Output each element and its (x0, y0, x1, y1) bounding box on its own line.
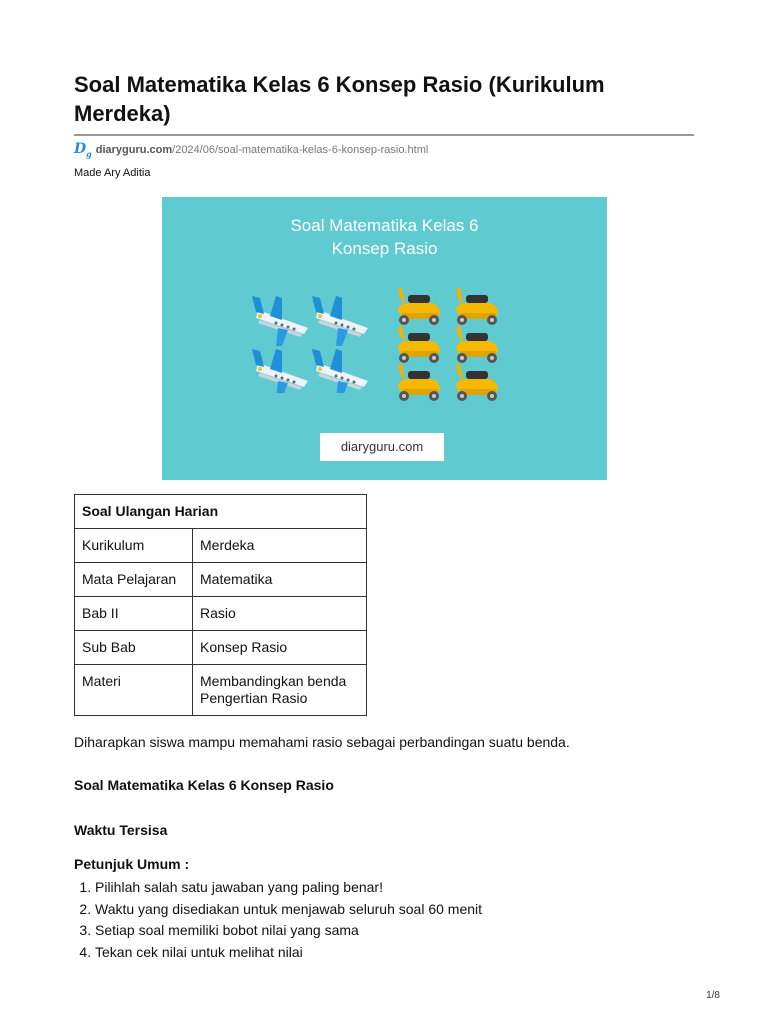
featured-image (162, 197, 607, 480)
table-header-row (75, 495, 367, 529)
scooter-icon (398, 287, 440, 325)
list-item: 3. Setiap soal memiliki bobot nilai yang sama (95, 920, 482, 942)
table-cell-line: Membandingkan benda (200, 673, 347, 689)
table-cell-label: Sub Bab (75, 631, 193, 665)
table-row (75, 665, 367, 716)
scooter-icon (398, 325, 440, 363)
banner-badge: diaryguru.com (320, 433, 444, 461)
table-cell-line: Pengertian Rasio (200, 690, 308, 706)
section-title: Soal Matematika Kelas 6 Konsep Rasio (74, 777, 334, 793)
source-url[interactable] (74, 141, 428, 159)
timer-label: Waktu Tersisa (74, 822, 168, 838)
scooter-icon (456, 363, 498, 401)
page-number: 1/8 (706, 990, 720, 1001)
diaryguru-logo-icon: $D_g$ (74, 141, 92, 159)
scooter-icon (456, 287, 498, 325)
scooter-icon (398, 363, 440, 401)
banner-title-line2: Konsep Rasio (331, 239, 438, 258)
info-table (74, 494, 367, 716)
list-item: 2. Waktu yang disediakan untuk menjawab seluruh soal 60 menit (95, 899, 482, 921)
source-domain[interactable]: diaryguru.com (95, 143, 173, 156)
table-row (75, 563, 367, 597)
list-item: 4. Tekan cek nilai untuk melihat nilai (95, 942, 482, 964)
table-cell-label: Materi (75, 665, 193, 716)
airplane-icon (252, 349, 308, 393)
table-header: Soal Ulangan Harian (75, 495, 367, 529)
table-cell-label: Kurikulum (75, 529, 193, 563)
scooter-icon (456, 325, 498, 363)
intro-paragraph: Diharapkan siswa mampu memahami rasio sebagai perbandingan suatu benda. (74, 734, 570, 750)
airplanes-illustration (252, 293, 377, 393)
source-path[interactable]: /2024/06/soal-matematika-kelas-6-konsep-rasio.html (172, 143, 429, 156)
table-row (75, 529, 367, 563)
table-cell-value: Merdeka (193, 529, 367, 563)
table-cell-label: Mata Pelajaran (75, 563, 193, 597)
instructions-heading: Petunjuk Umum : (74, 856, 190, 872)
author-name: Made Ary Aditia (74, 167, 151, 179)
table-row (75, 597, 367, 631)
instructions-list (74, 877, 482, 963)
table-cell-value: Matematika (193, 563, 367, 597)
airplane-icon (252, 296, 308, 346)
banner-title-line1: Soal Matematika Kelas 6 (290, 216, 479, 235)
title-divider (74, 134, 694, 136)
table-cell-value: Rasio (193, 597, 367, 631)
airplane-icon (312, 349, 368, 393)
table-cell-value: Konsep Rasio (193, 631, 367, 665)
banner-title (162, 214, 607, 260)
table-row (75, 631, 367, 665)
airplane-icon (312, 296, 368, 346)
scooters-illustration (392, 287, 507, 402)
list-item: 1. Pilihlah salah satu jawaban yang paling benar! (95, 877, 482, 899)
article-title: Soal Matematika Kelas 6 Konsep Rasio (Kurikulum Merdeka) (74, 72, 605, 126)
table-cell-label: Bab II (75, 597, 193, 631)
table-cell-value (193, 665, 367, 716)
